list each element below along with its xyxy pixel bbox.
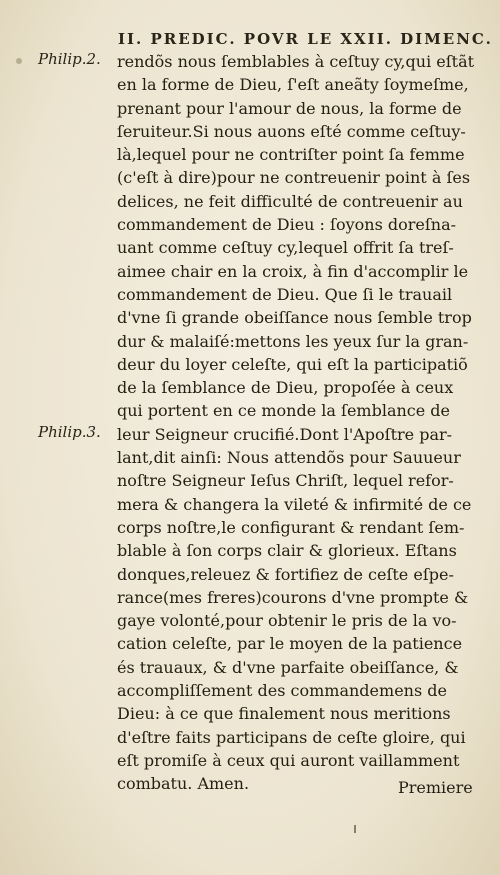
- text-line: prenant pour l'amour de nous, la forme de: [117, 98, 462, 118]
- text-line: rance(mes freres)courons d'vne prompte &: [117, 587, 469, 607]
- margin-note-philip-2: Philip.2.: [38, 50, 101, 68]
- text-line: noſtre Seigneur Ieſus Chriſt, lequel refor-: [117, 471, 454, 491]
- page-mark: [354, 825, 356, 833]
- text-line: eſt promiſe à ceux qui auront vaillamment: [117, 750, 460, 770]
- text-line: mera & changera la vileté & infirmité de ce: [117, 494, 472, 514]
- running-header: II. PREDIC. POVR LE XXII. DIMENC.: [118, 30, 493, 48]
- text-line: combatu. Amen.: [117, 774, 250, 794]
- text-line: accompliſſement des commandemens de: [117, 681, 447, 701]
- text-line: lant,dit ainſi: Nous attendõs pour Sauueur: [117, 448, 461, 468]
- text-line: aimee chair en la croix, à fin d'accomplir le: [117, 261, 469, 281]
- text-line: d'vne ſi grande obeiſſance nous ſemble trop: [117, 308, 472, 328]
- text-line: dur & malaiſé:mettons les yeux ſur la gran-: [117, 331, 469, 351]
- text-line: donques,releuez & fortifiez de ceſte eſpe-: [117, 564, 454, 584]
- text-line: leur Seigneur crucifié.Dont l'Apoſtre par-: [117, 424, 453, 444]
- text-line: commandement de Dieu : ſoyons doreſna-: [117, 215, 457, 235]
- body-text: [117, 50, 477, 796]
- text-line: Dieu: à ce que finalement nous meritions: [117, 704, 451, 724]
- text-line: d'eſtre faits participans de ceſte gloire, qui: [117, 727, 466, 747]
- text-line: ſeruiteur.Si nous auons eſté comme ceſtuy-: [117, 121, 466, 141]
- margin-note-philip-3: Philip.3.: [38, 423, 101, 441]
- text-line: cation celeſte, par le moyen de la patience: [117, 634, 463, 654]
- text-line: gaye volonté,pour obtenir le pris de la vo-: [117, 611, 457, 631]
- text-line: rendõs nous ſemblables à ceſtuy cy,qui eſtãt: [117, 52, 475, 71]
- text-line: corps noſtre,le configurant & rendant ſem-: [117, 517, 465, 537]
- catchword: Premiere: [398, 778, 473, 797]
- text-line: uant comme ceſtuy cy,lequel offrit ſa treſ-: [117, 238, 454, 258]
- text-line: en la forme de Dieu, ſ'eſt aneãty ſoymeſme,: [117, 75, 469, 95]
- text-line: de la ſemblance de Dieu, propoſée à ceux: [117, 378, 454, 398]
- text-line: és trauaux, & d'vne parfaite obeiſſance, &: [117, 657, 459, 677]
- text-line: deur du loyer celeſte, qui eſt la participatiõ: [117, 354, 468, 374]
- text-line: (c'eſt à dire)pour ne contreuenir point à ſes: [117, 168, 471, 188]
- text-line: là,lequel pour ne contriſter point ſa femme: [117, 145, 465, 165]
- text-line: delices, ne feit difficulté de contreuenir au: [117, 191, 463, 211]
- text-line: qui portent en ce monde la ſemblance de: [117, 401, 451, 421]
- text-line: commandement de Dieu. Que ſi le trauail: [117, 284, 453, 304]
- margin-mark: [16, 58, 22, 64]
- text-line: blable à ſon corps clair & glorieux. Eſtans: [117, 541, 457, 561]
